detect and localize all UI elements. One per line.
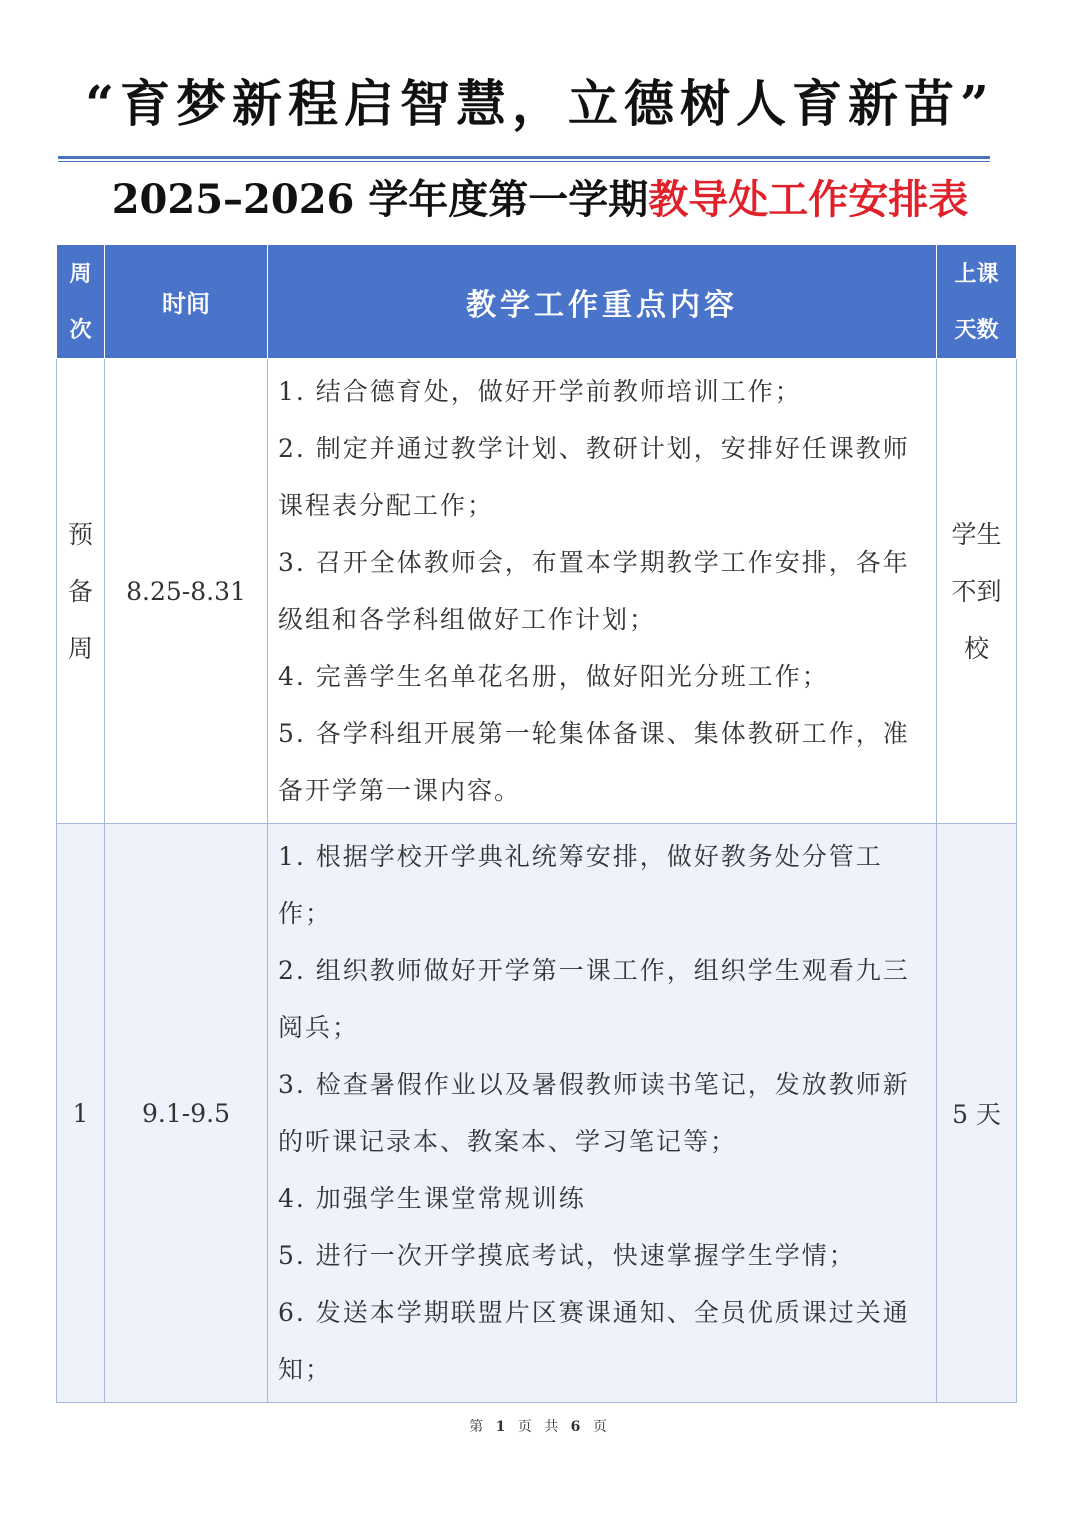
table-row bbox=[57, 824, 1017, 1403]
content-cell bbox=[268, 824, 937, 1403]
days-line: 校 bbox=[963, 633, 989, 663]
table-row bbox=[57, 359, 1017, 824]
days-line: 不到 bbox=[951, 576, 1002, 606]
header-days-line: 上课 bbox=[954, 260, 999, 287]
header-days bbox=[937, 245, 1017, 359]
footer-total-pages: 6 bbox=[570, 1419, 585, 1435]
week-cell bbox=[57, 359, 105, 824]
footer-middle: 页 共 bbox=[517, 1419, 563, 1435]
title-year-term: 2025–2026 学年度第一学期 bbox=[111, 176, 649, 223]
header-week-line: 周 bbox=[69, 260, 92, 287]
footer-page-number: 1 bbox=[495, 1419, 510, 1435]
header-week bbox=[57, 245, 105, 359]
work-item: 5. 各学科组开展第一轮集体备课、集体教研工作，准备开学第一课内容。 bbox=[278, 719, 910, 805]
week-char: 周 bbox=[67, 633, 93, 663]
work-item: 6. 发送本学期联盟片区赛课通知、全员优质课过关通知； bbox=[278, 1298, 910, 1384]
days-cell: 5 天 bbox=[937, 824, 1017, 1403]
header-week-line: 次 bbox=[69, 316, 92, 343]
title-divider-thick bbox=[58, 156, 990, 159]
slogan-heading: “育梦新程启智慧，立德树人育新苗” bbox=[85, 74, 995, 133]
week-cell: 1 bbox=[57, 824, 105, 1403]
work-item: 4. 加强学生课堂常规训练 bbox=[278, 1184, 586, 1213]
header-time: 时间 bbox=[105, 245, 268, 359]
work-item: 1. 根据学校开学典礼统筹安排，做好教务处分管工作； bbox=[278, 842, 883, 928]
header-content: 教学工作重点内容 bbox=[268, 245, 937, 359]
footer-prefix: 第 bbox=[469, 1419, 488, 1435]
week-char: 预 bbox=[67, 519, 93, 549]
content-cell bbox=[268, 359, 937, 824]
work-item: 2. 组织教师做好开学第一课工作，组织学生观看九三阅兵； bbox=[278, 956, 910, 1042]
work-item: 2. 制定并通过教学计划、教研计划，安排好任课教师课程表分配工作； bbox=[278, 434, 910, 520]
days-cell bbox=[937, 359, 1017, 824]
document-title bbox=[0, 170, 1080, 230]
work-item: 4. 完善学生名单花名册，做好阳光分班工作； bbox=[278, 662, 829, 691]
work-item: 3. 召开全体教师会，布置本学期教学工作安排，各年级组和各学科组做好工作计划； bbox=[278, 548, 910, 634]
header-days-line: 天数 bbox=[954, 316, 999, 343]
time-cell: 8.25-8.31 bbox=[105, 359, 268, 824]
page-footer bbox=[0, 1416, 1080, 1436]
work-item: 1. 结合德育处，做好开学前教师培训工作； bbox=[278, 377, 802, 406]
work-item: 3. 检查暑假作业以及暑假教师读书笔记，发放教师新的听课记录本、教案本、学习笔记等； bbox=[278, 1070, 910, 1156]
title-divider-thin bbox=[58, 161, 990, 162]
week-char: 备 bbox=[67, 576, 93, 606]
days-line: 学生 bbox=[951, 519, 1002, 549]
schedule-table bbox=[56, 244, 1017, 1403]
footer-suffix: 页 bbox=[592, 1419, 611, 1435]
time-cell: 9.1-9.5 bbox=[105, 824, 268, 1403]
title-schedule-name: 教导处工作安排表 bbox=[648, 176, 969, 223]
table-header-row bbox=[57, 245, 1017, 359]
work-item: 5. 进行一次开学摸底考试，快速掌握学生学情； bbox=[278, 1241, 856, 1270]
